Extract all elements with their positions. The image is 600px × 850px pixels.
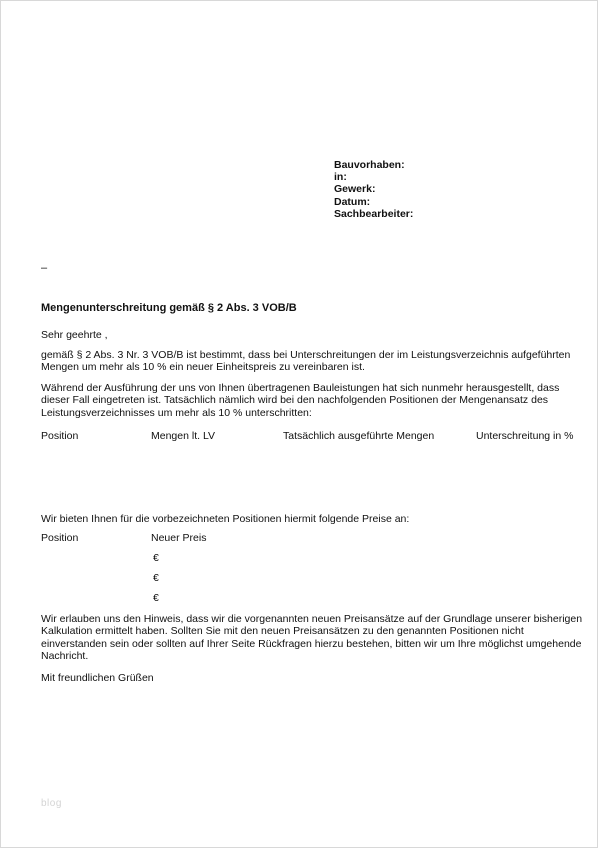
col-mengen-lt-lv: Mengen lt. LV <box>151 430 216 442</box>
gewerk-label: Gewerk: <box>334 183 376 196</box>
in-label: in: <box>334 171 347 184</box>
bauvorhaben-label: Bauvorhaben: <box>334 159 405 171</box>
sachbearbeiter-label: Sachbearbeiter: <box>334 207 414 220</box>
price-col-position: Position <box>41 532 79 544</box>
price-row-euro: € <box>153 592 159 604</box>
col-ausgefuehrte-mengen: Tatsächlich ausgeführte Mengen <box>283 430 435 442</box>
col-unterschreitung: Unterschreitung in % <box>476 430 574 442</box>
watermark: blog <box>41 798 62 809</box>
datum-label: Datum: <box>334 195 371 208</box>
address-dash: – <box>41 262 48 274</box>
closing: Mit freundlichen Grüßen <box>41 672 154 684</box>
paragraph-legal-basis: gemäß § 2 Abs. 3 Nr. 3 VOB/B ist bestimmt, dass bei Unterschreitungen der im Leistungsverzeichnis aufgeführten Mengen um mehr als 10 % ein neuer Einheitspreis zu vereinbaren ist. <box>41 349 571 374</box>
price-row-euro: € <box>153 552 159 564</box>
paragraph-notice: Wir erlauben uns den Hinweis, dass wir die vorgenannten neuen Preisansätze auf der Grundlage unserer bisherigen Kalkulation ermittelt haben. Sollten Sie mit den neuen Preisansätzen zu den genannten Positionen nicht einverstanden sein oder sollten auf Ihrer Seite Rückfragen hierzu bestehen, bitten wir um Ihre möglichst umgehende Nachricht. <box>41 613 583 662</box>
paragraph-situation: Während der Ausführung der uns von Ihnen übertragenen Bauleistungen hat sich nunmehr herausgestellt, dass dieser Fall eingetreten ist. Tatsächlich nämlich wird bei den nachfolgenden Positionen der Mengenansatz des Leistungsverzeichnisses um mehr als 10 % unterschritten: <box>41 382 560 419</box>
price-col-neuer-preis: Neuer Preis <box>151 532 207 544</box>
salutation: Sehr geehrte , <box>41 329 108 341</box>
col-position: Position <box>41 430 79 442</box>
offer-text: Wir bieten Ihnen für die vorbezeichneten Positionen hiermit folgende Preise an: <box>41 513 410 525</box>
price-row-euro: € <box>153 572 159 584</box>
subject-line: Mengenunterschreitung gemäß § 2 Abs. 3 VOB/B <box>41 302 297 314</box>
project-meta-block <box>334 159 413 220</box>
